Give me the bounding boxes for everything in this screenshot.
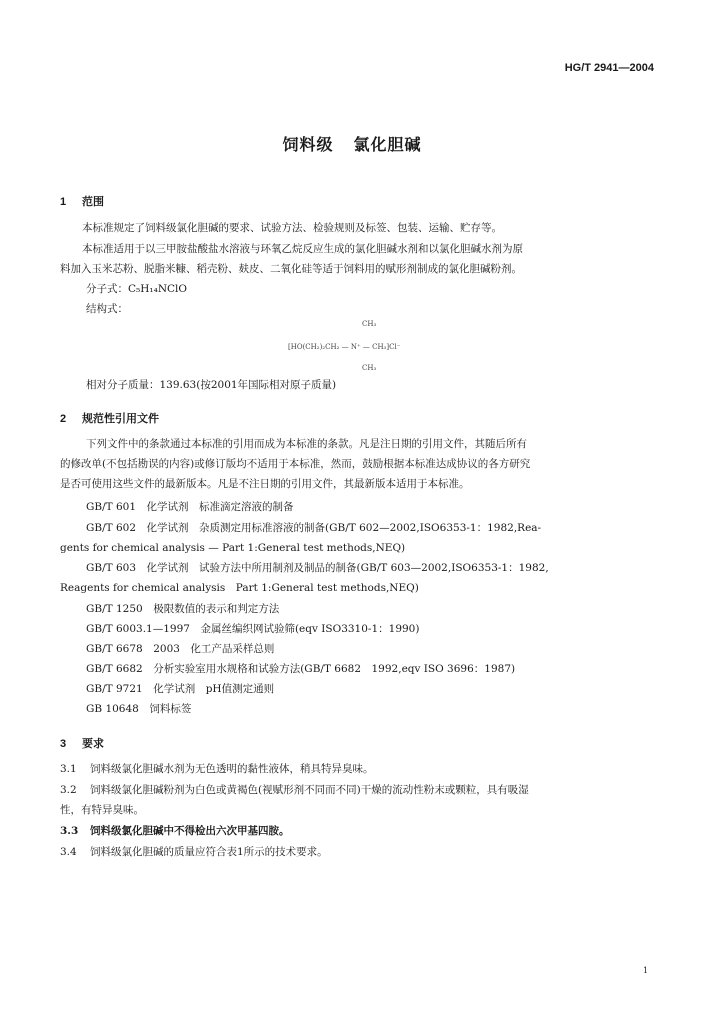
molecular-mass: 相对分子质量：139.63(按2001年国际相对原子质量) (86, 379, 337, 391)
requirement-text: 饲料级氯化胆碱的质量应符合表1所示的技术要求。 (90, 846, 328, 858)
reference-item: GB/T 1250 极限数值的表示和判定方法 (86, 603, 280, 615)
molecular-formula: 分子式：C₅H₁₄NClO (86, 283, 188, 295)
title-part-1: 饲料级 (282, 135, 334, 154)
structure-main-chain: [HO(CH₂)₂CH₂ — N⁺ — CH₃]Cl⁻ (288, 343, 401, 351)
requirement-number: 3.4 (60, 846, 77, 858)
structural-formula-label: 结构式： (86, 303, 128, 315)
requirement-number: 3.3 (60, 825, 79, 837)
reference-item: GB/T 603 化学试剂 试验方法中所用制剂及制品的制备(GB/T 603—2002,ISO6353-1：1982, (86, 562, 549, 574)
reference-item: GB/T 6678 2003 化工产品采样总则 (86, 643, 275, 655)
section-3-heading (60, 735, 104, 751)
section-title: 要求 (82, 738, 104, 750)
section-title: 规范性引用文件 (82, 413, 159, 425)
section-number: 3 (60, 738, 67, 750)
title-part-2: 氯化胆碱 (353, 135, 422, 154)
scope-paragraph-2-line-2: 料加入玉米芯粉、脱脂米糠、稻壳粉、麸皮、二氧化硅等适于饲料用的赋形剂制成的氯化胆碱粉剂。 (60, 263, 522, 275)
requirement-3-1 (60, 762, 374, 776)
reference-item: GB/T 6682 分析实验室用水规格和试验方法(GB/T 6682 1992,eqv ISO 3696：1987) (86, 663, 516, 675)
requirement-text: 饲料级氯化胆碱水剂为无色透明的黏性液体，稍具特异臭味。 (90, 763, 374, 775)
requirement-text: 饲料级氯化胆碱粉剂为白色或黄褐色(视赋形剂不同而不同)干燥的流动性粉末或颗粒，具有吸湿 (90, 784, 529, 796)
requirement-number: 3.1 (60, 763, 77, 775)
standard-code: HG/T 2941—2004 (564, 62, 654, 74)
requirement-number: 3.2 (60, 784, 77, 796)
reference-item: GB 10648 饲料标签 (86, 703, 192, 715)
reference-item: GB/T 602 化学试剂 杂质测定用标准溶液的制备(GB/T 602—2002,ISO6353-1：1982,Rea- (86, 522, 542, 534)
scope-paragraph-2-line-1: 本标准适用于以三甲胺盐酸盐水溶液与环氧乙烷反应生成的氯化胆碱水剂和以氯化胆碱水剂为原 (82, 243, 523, 255)
requirement-3-2-continued: 性，有特异臭味。 (60, 804, 144, 816)
requirement-3-3 (60, 824, 290, 838)
page-title (0, 132, 704, 155)
reference-item-continued: gents for chemical analysis — Part 1:General test methods,NEQ) (60, 542, 406, 554)
section-2-heading (60, 410, 159, 426)
scope-paragraph-1: 本标准规定了饲料级氯化胆碱的要求、试验方法、检验规则及标签、包装、运输、贮存等。 (82, 222, 502, 234)
section-number: 2 (60, 413, 67, 425)
reference-item-continued: Reagents for chemical analysis Part 1:General test methods,NEQ) (60, 582, 419, 594)
references-intro-line-1: 下列文件中的条款通过本标准的引用而成为本标准的条款。凡是注日期的引用文件，其随后所有 (86, 438, 527, 450)
page-number: 1 (643, 966, 649, 975)
requirement-3-2 (60, 783, 529, 797)
reference-item: GB/T 6003.1—1997 金属丝编织网试验筛(eqv ISO3310-1：1990) (86, 623, 420, 635)
requirement-3-4 (60, 845, 328, 859)
references-intro-line-3: 是否可使用这些文件的最新版本。凡是不注日期的引用文件，其最新版本适用于本标准。 (60, 478, 470, 490)
reference-item: GB/T 9721 化学试剂 pH值测定通则 (86, 683, 275, 695)
references-intro-line-2: 的修改单(不包括勘误的内容)或修订版均不适用于本标准，然而，鼓励根据本标准达成协议的各方研究 (60, 458, 531, 470)
section-title: 范围 (82, 196, 104, 208)
structure-bottom-methyl: CH₃ (362, 364, 377, 372)
structure-top-methyl: CH₃ (362, 320, 377, 328)
section-number: 1 (60, 196, 67, 208)
requirement-text: 饲料级氯化胆碱中不得检出六次甲基四胺。 (90, 825, 290, 837)
section-1-heading (60, 193, 104, 209)
reference-item: GB/T 601 化学试剂 标准滴定溶液的制备 (86, 501, 294, 513)
